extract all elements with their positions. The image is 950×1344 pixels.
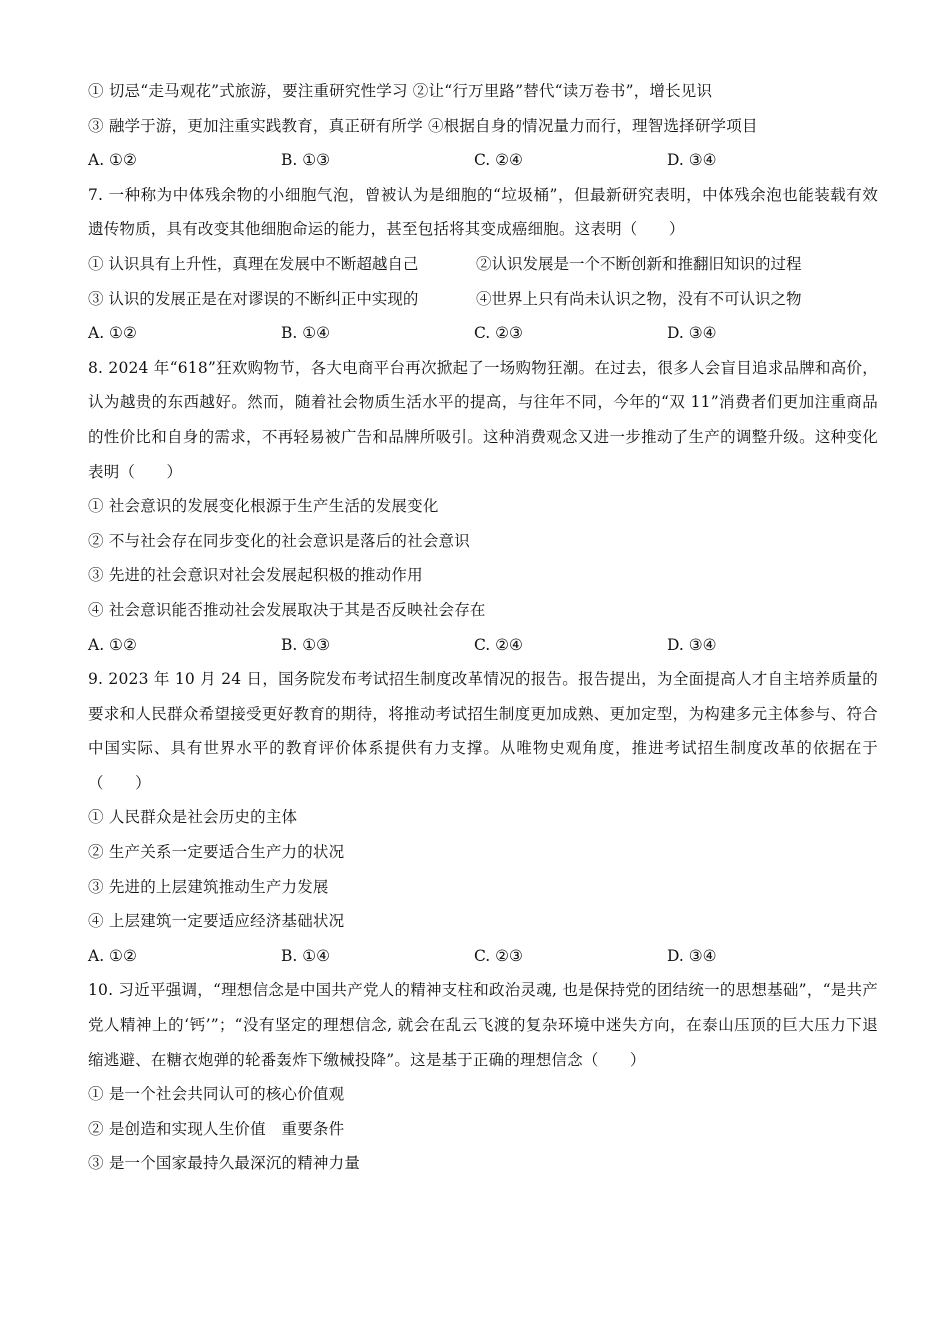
q8-choice-b: B. ①③ (281, 635, 331, 654)
q10-option-3: ③ 是一个国家最持久最深沉的精神力量 (88, 1154, 361, 1173)
q9-choice-a: A. ①② (88, 946, 137, 965)
q6-choice-c: C. ②④ (474, 151, 523, 170)
q10-option-1: ① 是一个社会共同认可的核心价值观 (88, 1085, 345, 1104)
q8-choices (88, 628, 878, 663)
q9-option-2: ② 生产关系一定要适合生产力的状况 (88, 843, 345, 862)
q10-stem: 10. 习近平强调，“理想信念是中国共产党人的精神支柱和政治灵魂, 也是保持党的团结统一的思想基础”，“是共产党人精神上的‘钙’”；“没有坚定的理想信念, 就会在乱云飞渡的复杂环境中迷失方向，在泰山压顶的巨大压力下退缩逃避、在糖衣炮弹的轮番轰炸下缴械投降”。这是基于正确的理想信念（ ） (88, 981, 878, 1069)
q9-option-3: ③ 先进的上层建筑推动生产力发展 (88, 877, 329, 896)
q6-choice-b: B. ①③ (281, 151, 331, 170)
q7-option-1: ① 认识具有上升性，真理在发展中不断超越自己 (88, 254, 419, 273)
q7-option-2: ②认识发展是一个不断创新和推翻旧知识的过程 (476, 254, 802, 273)
q9-choice-b: B. ①④ (281, 946, 331, 965)
q7-choices (88, 316, 878, 351)
q7-options-row-2 (88, 282, 878, 317)
q8-option-3: ③ 先进的社会意识对社会发展起积极的推动作用 (88, 566, 423, 585)
q8-option-2: ② 不与社会存在同步变化的社会意识是落后的社会意识 (88, 531, 470, 550)
q9-choice-c: C. ②③ (474, 946, 523, 965)
q7-choice-a: A. ①② (88, 324, 137, 343)
q7-stem: 7. 一种称为中体残余物的小细胞气泡，曾被认为是细胞的“垃圾桶”，但最新研究表明，中体残余泡也能装载有效遗传物质，具有改变其他细胞命运的能力，甚至包括将其变成癌细胞。这表明（ ） (88, 185, 878, 239)
exam-page (88, 74, 878, 1181)
q8-choice-a: A. ①② (88, 635, 137, 654)
q7-option-4: ④世界上只有尚未认识之物，没有不可认识之物 (476, 289, 802, 308)
q8-stem: 8. 2024 年“618”狂欢购物节，各大电商平台再次掀起了一场购物狂潮。在过去，很多人会盲目追求品牌和高价，认为越贵的东西越好。然而，随着社会物质生活水平的提高，与往年不同，今年的“双 11”消费者们更加注重商品的性价比和自身的需求，不再轻易被广告和品牌所吸引。这种消费观念又进一步推动了生产的调整升级。这种变化表明（ ） (88, 358, 878, 481)
q6-options-line-1: ① 切忌“走马观花”式旅游，要注重研究性学习 ②让“行万里路”替代“读万卷书”，增长见识 (88, 82, 713, 100)
q9-stem: 9. 2023 年 10 月 24 日，国务院发布考试招生制度改革情况的报告。报告提出，为全面提高人才自主培养质量的要求和人民群众希望接受更好教育的期待，将推动考试招生制度更加成熟、更加定型，为构建多元主体参与、符合中国实际、具有世界水平的教育评价体系提供有力支撑。从唯物史观角度，推进考试招生制度改革的依据在于（ ） (88, 670, 878, 792)
q10-option-2: ② 是创造和实现人生价值 重要条件 (88, 1119, 345, 1138)
q9-choice-d: D. ③④ (667, 946, 717, 965)
q7-choice-c: C. ②③ (474, 324, 523, 343)
q7-options-row-1 (88, 247, 878, 282)
q6-choice-d: D. ③④ (667, 151, 717, 170)
q6-options-line-2: ③ 融学于游，更加注重实践教育，真正研有所学 ④根据自身的情况量力而行，理智选择研学项目 (88, 116, 758, 135)
q9-choices (88, 939, 878, 974)
q8-choice-d: D. ③④ (667, 635, 717, 654)
q8-option-1: ① 社会意识的发展变化根源于生产生活的发展变化 (88, 497, 439, 516)
q9-option-4: ④ 上层建筑一定要适应经济基础状况 (88, 912, 345, 931)
q7-option-3: ③ 认识的发展正是在对谬误的不断纠正中实现的 (88, 289, 419, 308)
q8-option-4: ④ 社会意识能否推动社会发展取决于其是否反映社会存在 (88, 600, 486, 619)
q6-choices (88, 143, 878, 178)
q7-choice-d: D. ③④ (667, 324, 717, 343)
q7-choice-b: B. ①④ (281, 324, 331, 343)
q6-choice-a: A. ①② (88, 151, 137, 170)
q9-option-1: ① 人民群众是社会历史的主体 (88, 808, 298, 827)
q8-choice-c: C. ②④ (474, 635, 523, 654)
